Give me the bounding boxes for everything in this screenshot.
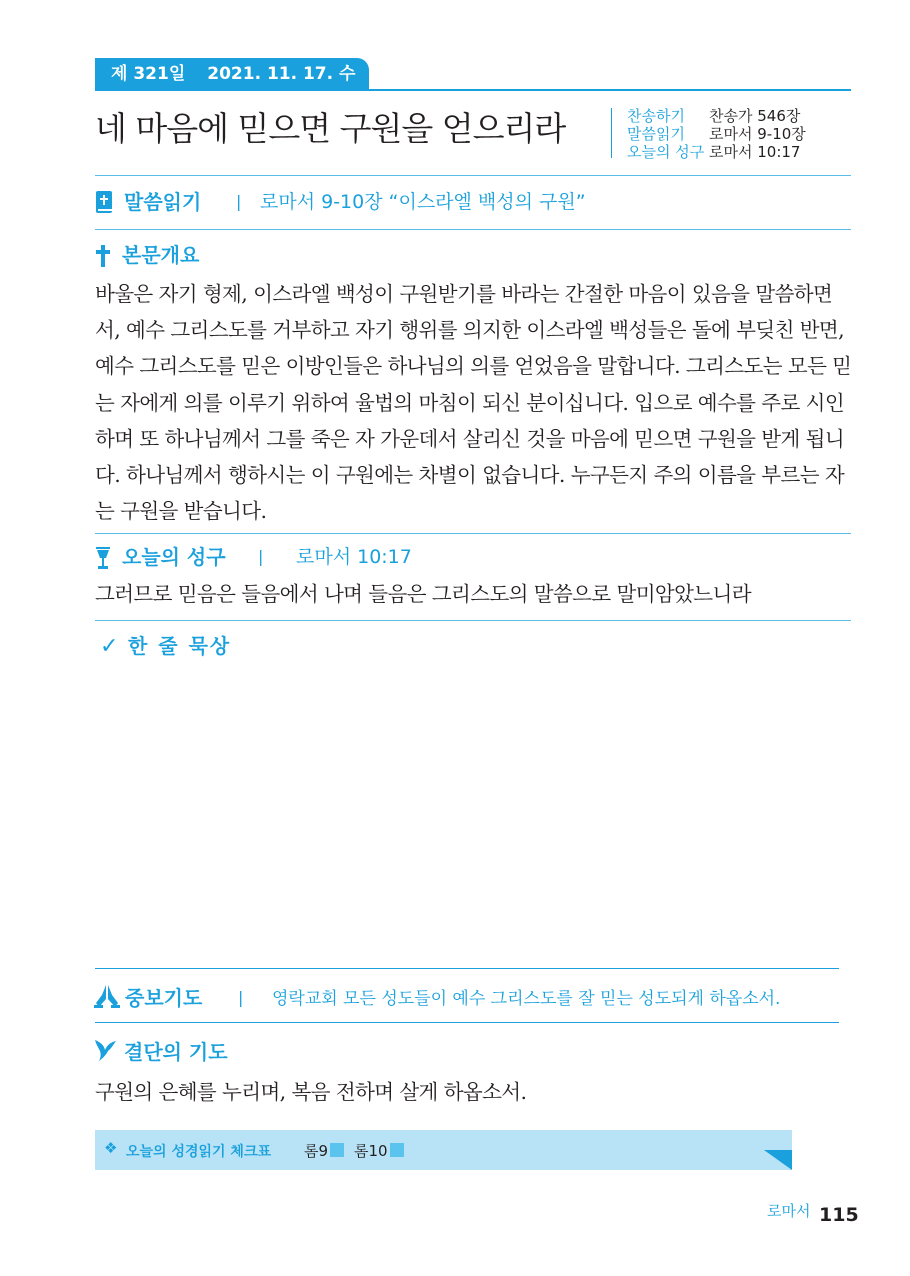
meditation-writing-area[interactable] bbox=[95, 668, 851, 958]
checklist-item-label: 롬9 bbox=[304, 1142, 329, 1160]
page-number: 115 bbox=[819, 1204, 859, 1226]
day-date-tab bbox=[95, 58, 369, 90]
hymn-label: 찬송하기 bbox=[627, 107, 685, 125]
reading-label: 말씀읽기 bbox=[627, 125, 685, 143]
intercession-heading: 중보기도 bbox=[125, 986, 203, 1010]
verse-separator: | bbox=[258, 547, 264, 566]
checklist-item-label: 롬10 bbox=[354, 1142, 388, 1160]
intercession-separator: | bbox=[238, 988, 244, 1007]
praying-hands-icon bbox=[93, 983, 121, 1009]
footer-book-name: 로마서 bbox=[767, 1202, 811, 1220]
meditation-heading: 한 줄 묵상 bbox=[128, 634, 232, 658]
page-corner-fold bbox=[764, 1150, 792, 1170]
verse-reference: 로마서 10:17 bbox=[296, 546, 412, 568]
checklist-item[interactable] bbox=[354, 1140, 404, 1161]
dove-icon bbox=[93, 1036, 117, 1062]
resolution-text: 구원의 은혜를 누리며, 복음 전하며 살게 하옵소서. bbox=[95, 1080, 527, 1104]
day-label: 제 321일 bbox=[111, 64, 186, 84]
hymn-value: 찬송가 546장 bbox=[709, 107, 801, 125]
cross-icon bbox=[95, 244, 111, 268]
checklist-bar bbox=[95, 1130, 792, 1170]
resolution-heading: 결단의 기도 bbox=[124, 1040, 228, 1064]
reading-value: 로마서 9-10장 bbox=[709, 125, 806, 143]
checkbox[interactable] bbox=[330, 1143, 344, 1157]
divider bbox=[95, 1022, 839, 1023]
date-label: 2021. 11. 17. 수 bbox=[207, 64, 356, 84]
checklist-label: 오늘의 성경읽기 체크표 bbox=[126, 1144, 271, 1160]
divider bbox=[95, 175, 851, 176]
header-rule bbox=[95, 89, 851, 91]
meta-divider bbox=[611, 108, 612, 158]
verse-value: 로마서 10:17 bbox=[709, 143, 801, 161]
verse-text: 그러므로 믿음은 들음에서 나며 들음은 그리스도의 말씀으로 말미암았느니라 bbox=[95, 582, 751, 606]
page-title: 네 마음에 믿으면 구원을 얻으리라 bbox=[95, 109, 566, 148]
intercession-text: 영락교회 모든 성도들이 예수 그리스도를 잘 믿는 성도되게 하옵소서. bbox=[272, 989, 781, 1009]
diamond-icon: ❖ bbox=[104, 1139, 118, 1157]
verse-label: 오늘의 성구 bbox=[627, 143, 705, 161]
summary-body: 바울은 자기 형제, 이스라엘 백성이 구원받기를 바라는 간절한 마음이 있음을 말씀하면서, 예수 그리스도를 거부하고 자기 행위를 의지한 이스라엘 백성들은 돌에 부딪친 반면, 예수 그리스도를 믿은 이방인들은 하나님의 의를 얻었음을 말합니다. 그리스도는 모든 믿는 자에게 의를 이루기 위하여 율법의 마침이 되신 분이십니다. 입으로 예수를 주로 시인하며 또 하나님께서 그를 죽은 자 가운데서 살리신 것을 마음에 믿으면 구원을 받게 됩니다. 하나님께서 행하시는 이 구원에는 차별이 없습니다. 누구든지 주의 이름을 부르는 자는 구원을 받습니다. bbox=[95, 282, 852, 524]
checklist-item[interactable] bbox=[304, 1140, 344, 1161]
check-icon: ✓ bbox=[100, 634, 119, 659]
chalice-icon bbox=[95, 546, 111, 570]
divider bbox=[95, 229, 851, 230]
divider bbox=[95, 533, 851, 534]
checkbox[interactable] bbox=[390, 1143, 404, 1157]
summary-heading: 본문개요 bbox=[122, 243, 200, 267]
divider bbox=[95, 620, 851, 621]
divider bbox=[95, 968, 839, 969]
reading-separator: | bbox=[236, 192, 242, 211]
bible-icon bbox=[95, 190, 113, 214]
verse-heading: 오늘의 성구 bbox=[122, 545, 226, 569]
reading-passage: 로마서 9-10장 “이스라엘 백성의 구원” bbox=[260, 191, 586, 213]
reading-heading: 말씀읽기 bbox=[124, 190, 202, 214]
